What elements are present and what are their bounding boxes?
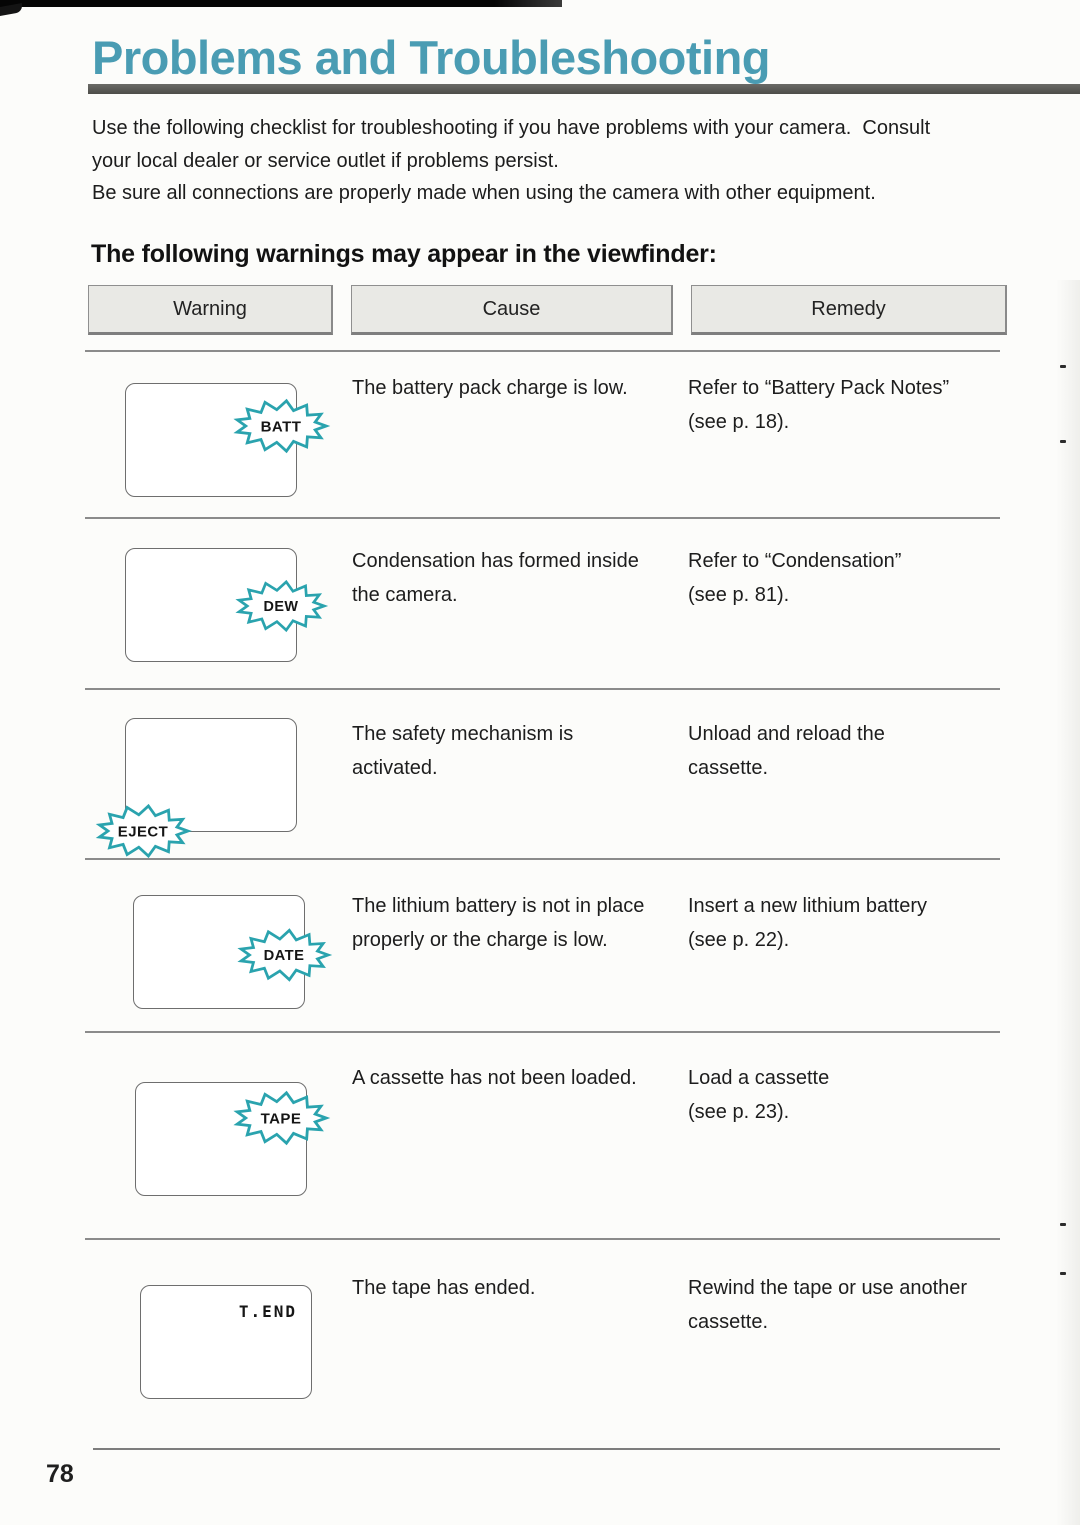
remedy-text: (see p. 18). (688, 410, 790, 433)
warning-cell (90, 352, 352, 497)
warning-cell (90, 1032, 352, 1196)
tape-warning-icon (234, 1088, 328, 1148)
table-row (0, 862, 1080, 1009)
batt-warning-label: BATT (260, 418, 302, 436)
warning-cell (90, 862, 352, 1009)
warning-cell (90, 1242, 352, 1399)
table-row (0, 1032, 1080, 1196)
eject-warning-label: EJECT (117, 823, 169, 841)
column-header-cause: Cause (351, 285, 673, 335)
tape-end-warning-label: T.END (238, 1302, 297, 1321)
cause-text: The safety mechanism is (352, 723, 574, 745)
remedy-cell (688, 1242, 1080, 1399)
remedy-text: cassette. (688, 756, 769, 779)
warning-cell (90, 692, 352, 841)
scan-artifact-top-bar (0, 0, 562, 7)
row-divider (85, 688, 1000, 690)
cause-cell (352, 692, 688, 832)
table-header-row (88, 285, 1007, 335)
cause-cell (352, 1242, 688, 1399)
cause-cell (352, 352, 688, 497)
row-divider (85, 1238, 1000, 1240)
table-row (0, 692, 1080, 841)
cause-cell (352, 1032, 688, 1196)
cause-text: The battery pack charge is low. (352, 377, 628, 399)
remedy-cell (688, 862, 1080, 1009)
cause-text: the camera. (352, 583, 458, 606)
viewfinder-frame (117, 718, 297, 841)
remedy-text: Insert a new lithium battery (688, 895, 927, 917)
row-divider (85, 517, 1000, 519)
cause-cell (352, 862, 688, 1009)
page-title: Problems and Troubleshooting (92, 31, 770, 84)
batt-warning-icon (234, 396, 328, 456)
remedy-cell (688, 352, 1080, 497)
column-header-warning: Warning (88, 285, 333, 335)
cause-text: The tape has ended. (352, 1277, 536, 1299)
cause-text: The lithium battery is not in place (352, 895, 645, 917)
remedy-text: (see p. 81). (688, 583, 790, 606)
section-heading: The following warnings may appear in the viewfinder: (91, 240, 717, 268)
remedy-cell (688, 1032, 1080, 1196)
tape-warning-label: TAPE (260, 1110, 302, 1128)
remedy-text: Unload and reload the (688, 723, 885, 745)
remedy-text: Refer to “Battery Pack Notes” (688, 377, 950, 399)
cause-text: Condensation has formed inside (352, 550, 639, 572)
dew-warning-icon (236, 578, 326, 634)
table-row (0, 1242, 1080, 1399)
column-header-remedy: Remedy (691, 285, 1007, 335)
remedy-cell (688, 520, 1080, 662)
cause-cell (352, 520, 688, 662)
viewfinder-frame (135, 1082, 307, 1196)
viewfinder-frame (125, 383, 302, 497)
title-underline (88, 84, 1080, 94)
intro-line: Be sure all connections are properly made when using the camera with other equipment. (92, 182, 876, 204)
remedy-text: (see p. 23). (688, 1100, 790, 1123)
page-number: 78 (46, 1460, 74, 1488)
table-row (0, 520, 1080, 662)
table-row (0, 352, 1080, 497)
remedy-text: Refer to “Condensation” (688, 550, 902, 572)
date-warning-icon (238, 926, 330, 984)
viewfinder-frame (125, 548, 297, 662)
viewfinder-frame (140, 1285, 312, 1399)
remedy-text: cassette. (688, 1310, 769, 1333)
warning-cell (90, 520, 352, 662)
viewfinder-frame (133, 895, 305, 1009)
remedy-text: Load a cassette (688, 1067, 830, 1089)
intro-line: your local dealer or service outlet if problems persist. (92, 149, 559, 172)
eject-warning-icon (91, 803, 195, 859)
remedy-text: (see p. 22). (688, 928, 790, 951)
row-divider (85, 858, 1000, 860)
date-warning-label: DATE (263, 947, 305, 964)
dew-warning-label: DEW (263, 598, 299, 615)
footer-rule (93, 1448, 1000, 1450)
cause-text: A cassette has not been loaded. (352, 1067, 637, 1089)
remedy-cell (688, 692, 1080, 832)
scan-artifact-tick (1060, 1223, 1066, 1226)
remedy-text: Rewind the tape or use another (688, 1277, 968, 1299)
intro-paragraph (92, 112, 1022, 210)
cause-text: activated. (352, 756, 438, 779)
cause-text: properly or the charge is low. (352, 928, 608, 951)
intro-line: Use the following checklist for troubleshooting if you have problems with your camera. Consult (92, 117, 931, 139)
